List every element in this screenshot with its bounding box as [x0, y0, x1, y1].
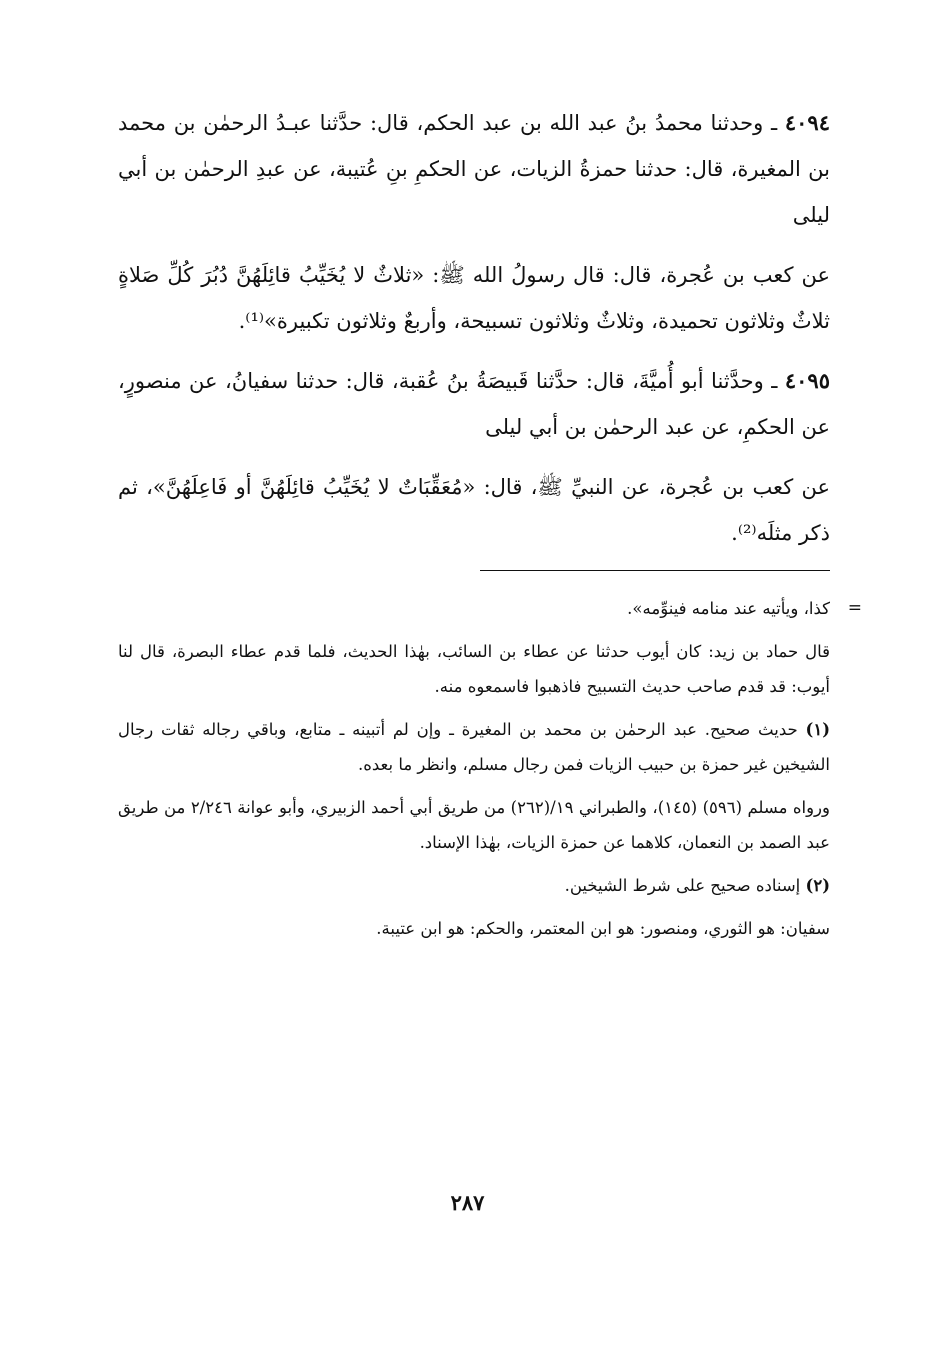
hadith-4095-matn: عن كعب بن عُجرة، عن النبيِّ ﷺ، قال: «مُعَقِّبَاتٌ لا يُخَيِّبُ قائِلَهُنَّ أو فَاعِلَهُنَّ»، ثم ذكر مثلَه⁽²⁾.: [118, 475, 830, 545]
hadith-4094-isnad: [118, 100, 830, 238]
hadith-number: ٤٠٩٤: [784, 110, 830, 135]
footnote-continued-line: كذا، ويأتيه عند منامه فينوِّمه».: [627, 599, 830, 618]
footnote-1: [118, 712, 830, 782]
hadith-number: ٤٠٩٥: [784, 368, 830, 393]
footnote-2-continued: سفيان: هو الثوري، ومنصور: هو ابن المعتمر، والحكم: هو ابن عتيبة.: [376, 919, 830, 938]
continuation-mark: =: [847, 598, 862, 618]
footnote-2: [118, 868, 830, 903]
footnote-1-continued: ورواه مسلم (٥٩٦) (١٤٥)، والطبراني ١٩/(٢٦٢) من طريق أبي أحمد الزبيري، وأبو عوانة ٢/٢٤٦ من طريق عبد الصمد بن النعمان، كلاهما عن حمزة الزيات، بهٰذا الإسناد.: [118, 798, 830, 852]
footnote-1-text: حديث صحيح. عبد الرحمٰن بن محمد بن المغيرة ـ وإن لم أتبينه ـ متابع، وباقي رجاله ثقات رجال الشيخين غير حمزة بن حبيب الزيات فمن رجال مسلم، وانظر ما بعده.: [118, 720, 830, 774]
hadith-4094-matn: عن كعب بن عُجرة، قال: قال رسولُ الله ﷺ: «ثلاثٌ لا يُخَيِّبُ قائِلَهُنَّ دُبُرَ كُلِّ صَلاةٍ ثلاثٌ وثلاثون تحميدة، وثلاثٌ وثلاثون تسبيحة، وأربعٌ وثلاثون تكبيرة»⁽¹⁾.: [118, 263, 830, 333]
footnote-2-label: (٢): [805, 876, 830, 895]
isnad-text: ـ وحدثنا محمدُ بنُ عبد الله بن عبد الحكم، قال: حدَّثنا عبـدُ الرحمٰن بن محمد بن المغيرة، قال: حدثنا حمزةُ الزيات، عن الحكمِ بنِ عُتيبة، عن عبدِ الرحمٰن بن أبي ليلى: [118, 111, 830, 227]
page-body: [118, 100, 862, 954]
footnote-2-text: إسناده صحيح على شرط الشيخين.: [564, 876, 806, 895]
footnote-separator: [480, 570, 830, 571]
hadith-4095-isnad: [118, 358, 830, 450]
footnotes-section: [118, 591, 862, 946]
page-number: ٢٨٧: [450, 1190, 485, 1215]
isnad-text: ـ وحدَّثنا أبو أُميَّةَ، قال: حدَّثنا قَبيصَةُ بنُ عُقبة، قال: حدثنا سفيانُ، عن منصورٍ، عن الحكمِ، عن عبد الرحمٰن بن أبي ليلى: [118, 369, 830, 439]
footnote-continued-paragraph: قال حماد بن زيد: كان أيوب حدثنا عن عطاء بن السائب، بهٰذا الحديث، فلما قدم عطاء البصرة، قال لنا أيوب: قد قدم صاحب حديث التسبيح فاذهبوا فاسمعوه منه.: [118, 642, 830, 696]
footnote-1-label: (١): [805, 720, 830, 739]
